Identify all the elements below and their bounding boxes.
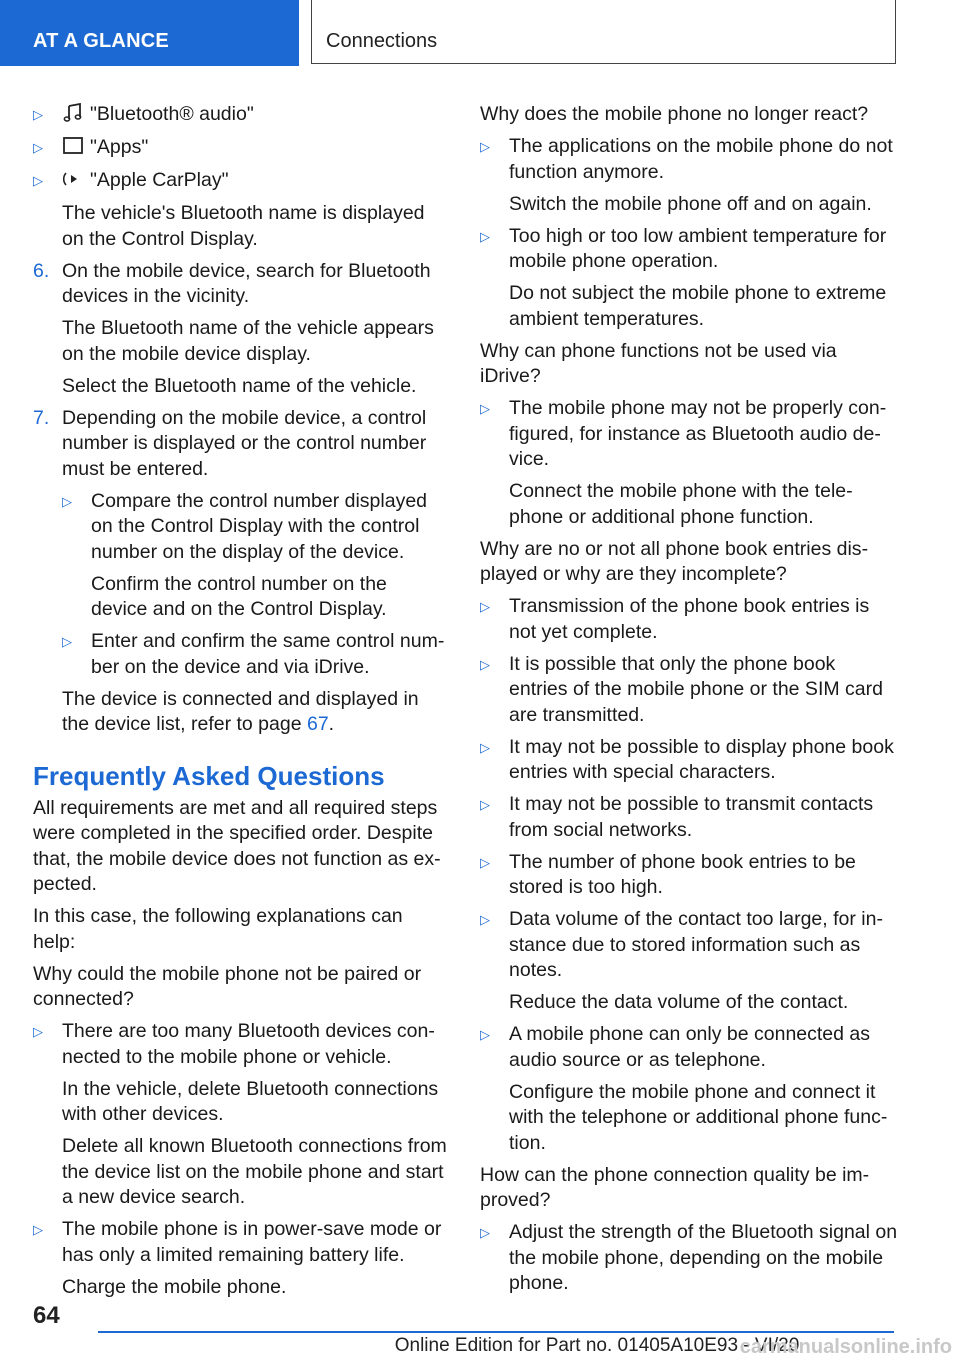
paragraph: Do not subject the mobile phone to extreme ambient temperatures. (509, 282, 887, 330)
bullet-text: There are too many Bluetooth devices connected to the mobile phone or vehicle. (62, 1020, 435, 1068)
bullet-text: It may not be possible to transmit contacts from social networks. (509, 793, 874, 841)
left-column (33, 102, 447, 1307)
section-heading: Frequently Asked Questions (33, 760, 385, 791)
right-column (480, 102, 898, 1303)
bullet-text: Compare the control number displayed on the Control Display with the control number on the display of the device. (91, 489, 428, 563)
text: . (328, 713, 335, 735)
bullet-text: Too high or too low ambient temperature for mobile phone operation. (509, 224, 887, 272)
menu-item-label: "Apps" (90, 136, 149, 158)
paragraph: Reduce the data volume of the contact. (509, 991, 849, 1013)
bullet-triangle-icon: ▷ (480, 401, 490, 416)
paragraph: Delete all known Bluetooth connections from the device list on the mobile phone and start a new device search. (62, 1135, 447, 1208)
bullet-item (480, 907, 898, 984)
bullet-item (62, 489, 447, 566)
step-7-bullets (62, 489, 447, 681)
question: Why can phone functions not be used via iDrive? (480, 339, 837, 387)
menu-item-label: "Bluetooth® audio" (90, 103, 254, 125)
paragraph: Confirm the control number on the device and on the Control Display. (91, 572, 387, 620)
bullet-item (480, 1220, 898, 1297)
question: Why could the mobile phone not be paired or connected? (33, 962, 422, 1010)
step-7 (33, 406, 447, 483)
bullet-item (33, 1019, 447, 1070)
bullet-item (480, 735, 898, 786)
carplay-icon (62, 169, 84, 189)
paragraph: In the vehicle, delete Bluetooth connections with other devices. (62, 1077, 439, 1125)
bullet-triangle-icon: ▷ (480, 854, 490, 870)
footer-divider (98, 1331, 894, 1333)
bullet-triangle-icon: ▷ (480, 797, 490, 812)
bullet-item (62, 629, 447, 680)
music-note-icon (62, 103, 84, 123)
bullet-triangle-icon: ▷ (62, 493, 72, 509)
paragraph: Select the Bluetooth name of the vehicle. (62, 374, 417, 397)
bullet-triangle-icon: ▷ (480, 739, 490, 755)
bullet-text: It is possible that only the phone book entries of the mobile phone or the SIM card are transmitted. (509, 652, 883, 726)
apps-icon (62, 136, 84, 156)
paragraph: Switch the mobile phone off and on again. (509, 192, 872, 215)
paragraph: Connect the mobile phone with the telephone or additional phone function. (509, 480, 853, 528)
paragraph: Charge the mobile phone. (62, 1275, 287, 1298)
bullet-text: Data volume of the contact too large, for instance due to stored information such as notes. (509, 908, 883, 981)
bullet-text: Adjust the strength of the Bluetooth signal on the mobile phone, depending on the mobile phone. (509, 1221, 898, 1294)
paragraph: The vehicle's Bluetooth name is displayed on the Control Display. (62, 202, 425, 250)
paragraph: The Bluetooth name of the vehicle appears on the mobile device display. (62, 317, 434, 365)
bullet-item (480, 594, 898, 645)
bullet-text: It may not be possible to display phone book entries with special characters. (509, 735, 894, 783)
bullet-item (480, 134, 898, 185)
question: Why are no or not all phone book entries displayed or why are they incomplete? (480, 537, 869, 585)
watermark: carmanualsonline.info (739, 1336, 952, 1358)
chapter-title: Connections (326, 30, 438, 52)
step-text: Depending on the mobile device, a control number is displayed or the control number must be entered. (62, 406, 427, 480)
paragraph: In this case, the following explanations can help: (33, 905, 403, 953)
question: Why does the mobile phone no longer react? (480, 103, 869, 125)
step-text: On the mobile device, search for Bluetooth devices in the vicinity. (62, 259, 431, 307)
section-tab (0, 0, 299, 66)
edition-footer: Online Edition for Part no. 01405A10E93 - VI/20 (394, 1335, 800, 1356)
bullet-triangle-icon: ▷ (33, 107, 43, 122)
page-number: 64 (33, 1302, 60, 1329)
bullet-item (480, 396, 898, 473)
chapter-tab (311, 0, 896, 64)
menu-item-apps (33, 135, 447, 162)
bullet-triangle-icon: ▷ (480, 228, 490, 244)
bullet-text: Transmission of the phone book entries is not yet complete. (509, 595, 870, 643)
bullet-triangle-icon: ▷ (33, 173, 43, 188)
paragraph: All requirements are met and all required steps were completed in the specified order. Despite that, the mobile device does not function as expected. (33, 796, 441, 895)
page-header (0, 0, 960, 66)
bullet-triangle-icon: ▷ (480, 139, 490, 154)
step-number: 6. (33, 259, 50, 282)
text: The device is connected and displayed in the device list, refer to page (62, 687, 419, 735)
bullet-text: Enter and confirm the same control number on the device and via iDrive. (91, 630, 445, 678)
bullet-triangle-icon: ▷ (480, 656, 490, 672)
bullet-text: The number of phone book entries to be stored is too high. (509, 850, 856, 898)
bullet-triangle-icon: ▷ (33, 1024, 43, 1039)
paragraph (62, 687, 447, 738)
page-reference-link[interactable]: 67 (306, 713, 329, 735)
question: How can the phone connection quality be improved? (480, 1163, 870, 1211)
menu-item-label: "Apple CarPlay" (90, 169, 229, 191)
bullet-item (480, 792, 898, 843)
bullet-triangle-icon: ▷ (33, 1222, 43, 1237)
bullet-item (480, 850, 898, 901)
bullet-item (480, 1022, 898, 1073)
menu-item-apple-carplay (33, 168, 447, 195)
bullet-triangle-icon: ▷ (480, 912, 490, 927)
section-title: AT A GLANCE (33, 30, 169, 52)
bullet-text: The applications on the mobile phone do not function anymore. (509, 135, 893, 183)
bullet-item (480, 652, 898, 729)
menu-item-bluetooth-audio (33, 102, 447, 129)
bullet-item (480, 224, 898, 275)
bullet-text: The mobile phone is in power-save mode or has only a limited remaining battery life. (62, 1218, 442, 1266)
bullet-triangle-icon: ▷ (480, 1027, 490, 1042)
paragraph: Configure the mobile phone and connect it with the telephone or additional phone function. (509, 1080, 888, 1154)
bullet-triangle-icon: ▷ (62, 634, 72, 649)
bullet-triangle-icon: ▷ (33, 140, 43, 155)
step-6 (33, 259, 447, 310)
step-number: 7. (33, 406, 50, 429)
bullet-triangle-icon: ▷ (480, 599, 490, 614)
bullet-item (33, 1217, 447, 1268)
bullet-text: The mobile phone may not be properly configured, for instance as Bluetooth audio device. (509, 397, 887, 470)
bullet-text: A mobile phone can only be connected as audio source or as telephone. (509, 1023, 871, 1071)
bullet-triangle-icon: ▷ (480, 1225, 490, 1240)
